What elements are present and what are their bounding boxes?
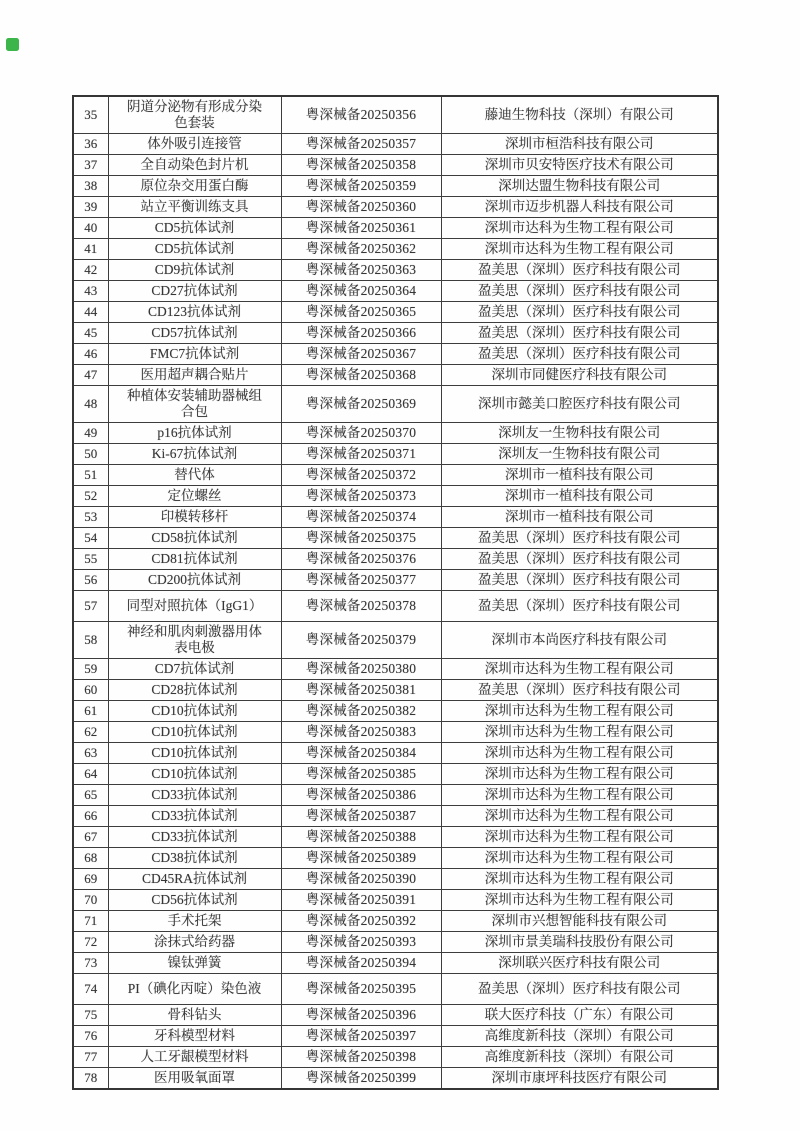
registration-number-cell: 粤深械备20250387 xyxy=(281,806,441,827)
table-row xyxy=(73,96,718,134)
device-name-cell: 牙科模型材料 xyxy=(108,1026,281,1047)
row-number-cell: 58 xyxy=(73,622,108,659)
table-row xyxy=(73,134,718,155)
company-name-cell: 盈美思（深圳）医疗科技有限公司 xyxy=(441,549,718,570)
company-name-cell: 深圳市达科为生物工程有限公司 xyxy=(441,848,718,869)
registration-number-cell: 粤深械备20250390 xyxy=(281,869,441,890)
row-number-cell: 44 xyxy=(73,302,108,323)
company-name-cell: 深圳友一生物科技有限公司 xyxy=(441,423,718,444)
registration-number-cell: 粤深械备20250374 xyxy=(281,507,441,528)
table-row xyxy=(73,743,718,764)
device-name-cell: 医用超声耦合贴片 xyxy=(108,365,281,386)
row-number-cell: 37 xyxy=(73,155,108,176)
row-number-cell: 69 xyxy=(73,869,108,890)
registration-number-cell: 粤深械备20250362 xyxy=(281,239,441,260)
device-name-cell: CD7抗体试剂 xyxy=(108,659,281,680)
device-name-cell: CD33抗体试剂 xyxy=(108,806,281,827)
device-name-cell: CD5抗体试剂 xyxy=(108,218,281,239)
device-name-cell: CD45RA抗体试剂 xyxy=(108,869,281,890)
registration-number-cell: 粤深械备20250399 xyxy=(281,1068,441,1090)
company-name-cell: 联大医疗科技（广东）有限公司 xyxy=(441,1005,718,1026)
company-name-cell: 盈美思（深圳）医疗科技有限公司 xyxy=(441,591,718,622)
registration-number-cell: 粤深械备20250385 xyxy=(281,764,441,785)
device-name-cell: CD33抗体试剂 xyxy=(108,785,281,806)
device-name-cell: 手术托架 xyxy=(108,911,281,932)
table-row xyxy=(73,848,718,869)
row-number-cell: 52 xyxy=(73,486,108,507)
company-name-cell: 高维度新科技（深圳）有限公司 xyxy=(441,1047,718,1068)
table-row xyxy=(73,155,718,176)
registration-number-cell: 粤深械备20250388 xyxy=(281,827,441,848)
row-number-cell: 67 xyxy=(73,827,108,848)
table-row xyxy=(73,1068,718,1090)
table-row xyxy=(73,1005,718,1026)
row-number-cell: 61 xyxy=(73,701,108,722)
device-name-cell: CD56抗体试剂 xyxy=(108,890,281,911)
row-number-cell: 38 xyxy=(73,176,108,197)
registration-number-cell: 粤深械备20250379 xyxy=(281,622,441,659)
device-name-cell: 同型对照抗体（IgG1） xyxy=(108,591,281,622)
table-body xyxy=(73,96,718,1089)
table-row xyxy=(73,260,718,281)
row-number-cell: 70 xyxy=(73,890,108,911)
device-name-cell: CD81抗体试剂 xyxy=(108,549,281,570)
table-row xyxy=(73,680,718,701)
registration-number-cell: 粤深械备20250386 xyxy=(281,785,441,806)
row-number-cell: 71 xyxy=(73,911,108,932)
table-row xyxy=(73,659,718,680)
table-row xyxy=(73,344,718,365)
row-number-cell: 43 xyxy=(73,281,108,302)
table-row xyxy=(73,507,718,528)
device-name-cell: 镍钛弹簧 xyxy=(108,953,281,974)
company-name-cell: 深圳市达科为生物工程有限公司 xyxy=(441,764,718,785)
company-name-cell: 深圳市达科为生物工程有限公司 xyxy=(441,827,718,848)
company-name-cell: 深圳市迈步机器人科技有限公司 xyxy=(441,197,718,218)
company-name-cell: 深圳市达科为生物工程有限公司 xyxy=(441,743,718,764)
device-name-cell: 医用吸氧面罩 xyxy=(108,1068,281,1090)
device-name-cell: CD58抗体试剂 xyxy=(108,528,281,549)
registration-number-cell: 粤深械备20250356 xyxy=(281,96,441,134)
device-name-cell: CD28抗体试剂 xyxy=(108,680,281,701)
row-number-cell: 45 xyxy=(73,323,108,344)
company-name-cell: 深圳市达科为生物工程有限公司 xyxy=(441,701,718,722)
device-name-cell: CD9抗体试剂 xyxy=(108,260,281,281)
registration-number-cell: 粤深械备20250370 xyxy=(281,423,441,444)
device-name-cell: CD123抗体试剂 xyxy=(108,302,281,323)
device-name-cell: 种植体安装辅助器械组合包 xyxy=(108,386,281,423)
table-row xyxy=(73,549,718,570)
device-name-cell: 涂抹式给药器 xyxy=(108,932,281,953)
table-row xyxy=(73,764,718,785)
registration-number-cell: 粤深械备20250363 xyxy=(281,260,441,281)
device-name-cell: 原位杂交用蛋白酶 xyxy=(108,176,281,197)
registration-number-cell: 粤深械备20250377 xyxy=(281,570,441,591)
company-name-cell: 盈美思（深圳）医疗科技有限公司 xyxy=(441,680,718,701)
device-name-cell: 阴道分泌物有形成分染色套装 xyxy=(108,96,281,134)
company-name-cell: 深圳市达科为生物工程有限公司 xyxy=(441,239,718,260)
row-number-cell: 74 xyxy=(73,974,108,1005)
registration-number-cell: 粤深械备20250391 xyxy=(281,890,441,911)
row-number-cell: 36 xyxy=(73,134,108,155)
company-name-cell: 盈美思（深圳）医疗科技有限公司 xyxy=(441,528,718,549)
registration-number-cell: 粤深械备20250395 xyxy=(281,974,441,1005)
row-number-cell: 66 xyxy=(73,806,108,827)
registration-number-cell: 粤深械备20250389 xyxy=(281,848,441,869)
registration-number-cell: 粤深械备20250371 xyxy=(281,444,441,465)
row-number-cell: 64 xyxy=(73,764,108,785)
table-row xyxy=(73,722,718,743)
company-name-cell: 藤迪生物科技（深圳）有限公司 xyxy=(441,96,718,134)
row-number-cell: 55 xyxy=(73,549,108,570)
company-name-cell: 高维度新科技（深圳）有限公司 xyxy=(441,1026,718,1047)
row-number-cell: 42 xyxy=(73,260,108,281)
row-number-cell: 73 xyxy=(73,953,108,974)
company-name-cell: 深圳市本尚医疗科技有限公司 xyxy=(441,622,718,659)
device-name-cell: 体外吸引连接管 xyxy=(108,134,281,155)
registration-number-cell: 粤深械备20250380 xyxy=(281,659,441,680)
device-name-cell: p16抗体试剂 xyxy=(108,423,281,444)
registration-number-cell: 粤深械备20250382 xyxy=(281,701,441,722)
table-row xyxy=(73,323,718,344)
registration-number-cell: 粤深械备20250384 xyxy=(281,743,441,764)
company-name-cell: 盈美思（深圳）医疗科技有限公司 xyxy=(441,323,718,344)
registration-number-cell: 粤深械备20250397 xyxy=(281,1026,441,1047)
company-name-cell: 深圳联兴医疗科技有限公司 xyxy=(441,953,718,974)
table-row xyxy=(73,785,718,806)
device-name-cell: CD200抗体试剂 xyxy=(108,570,281,591)
row-number-cell: 65 xyxy=(73,785,108,806)
table-row xyxy=(73,302,718,323)
row-number-cell: 77 xyxy=(73,1047,108,1068)
table-row xyxy=(73,176,718,197)
table-row xyxy=(73,218,718,239)
table-row xyxy=(73,806,718,827)
company-name-cell: 深圳市一植科技有限公司 xyxy=(441,507,718,528)
registration-number-cell: 粤深械备20250368 xyxy=(281,365,441,386)
company-name-cell: 深圳市达科为生物工程有限公司 xyxy=(441,869,718,890)
registration-number-cell: 粤深械备20250392 xyxy=(281,911,441,932)
company-name-cell: 深圳市贝安特医疗技术有限公司 xyxy=(441,155,718,176)
table-row xyxy=(73,932,718,953)
device-name-cell: CD10抗体试剂 xyxy=(108,701,281,722)
company-name-cell: 深圳市兴想智能科技有限公司 xyxy=(441,911,718,932)
row-number-cell: 41 xyxy=(73,239,108,260)
company-name-cell: 深圳市一植科技有限公司 xyxy=(441,465,718,486)
registration-number-cell: 粤深械备20250376 xyxy=(281,549,441,570)
company-name-cell: 深圳市达科为生物工程有限公司 xyxy=(441,806,718,827)
row-number-cell: 39 xyxy=(73,197,108,218)
row-number-cell: 75 xyxy=(73,1005,108,1026)
registration-number-cell: 粤深械备20250357 xyxy=(281,134,441,155)
row-number-cell: 68 xyxy=(73,848,108,869)
device-name-cell: CD33抗体试剂 xyxy=(108,827,281,848)
registration-number-cell: 粤深械备20250361 xyxy=(281,218,441,239)
table-row xyxy=(73,911,718,932)
registration-number-cell: 粤深械备20250360 xyxy=(281,197,441,218)
company-name-cell: 深圳友一生物科技有限公司 xyxy=(441,444,718,465)
device-name-cell: CD5抗体试剂 xyxy=(108,239,281,260)
registration-number-cell: 粤深械备20250394 xyxy=(281,953,441,974)
registration-number-cell: 粤深械备20250381 xyxy=(281,680,441,701)
device-name-cell: CD57抗体试剂 xyxy=(108,323,281,344)
company-name-cell: 深圳市同健医疗科技有限公司 xyxy=(441,365,718,386)
table-row xyxy=(73,701,718,722)
device-name-cell: CD38抗体试剂 xyxy=(108,848,281,869)
row-number-cell: 59 xyxy=(73,659,108,680)
table-row xyxy=(73,974,718,1005)
row-number-cell: 35 xyxy=(73,96,108,134)
row-number-cell: 46 xyxy=(73,344,108,365)
company-name-cell: 深圳市康坪科技医疗有限公司 xyxy=(441,1068,718,1090)
row-number-cell: 48 xyxy=(73,386,108,423)
row-number-cell: 40 xyxy=(73,218,108,239)
row-number-cell: 53 xyxy=(73,507,108,528)
row-number-cell: 51 xyxy=(73,465,108,486)
row-number-cell: 49 xyxy=(73,423,108,444)
device-name-cell: 神经和肌肉刺激器用体表电极 xyxy=(108,622,281,659)
device-name-cell: 人工牙龈模型材料 xyxy=(108,1047,281,1068)
company-name-cell: 深圳市达科为生物工程有限公司 xyxy=(441,722,718,743)
row-number-cell: 57 xyxy=(73,591,108,622)
registration-number-cell: 粤深械备20250367 xyxy=(281,344,441,365)
device-name-cell: PI（碘化丙啶）染色液 xyxy=(108,974,281,1005)
registration-number-cell: 粤深械备20250375 xyxy=(281,528,441,549)
table-row xyxy=(73,465,718,486)
row-number-cell: 62 xyxy=(73,722,108,743)
row-number-cell: 78 xyxy=(73,1068,108,1090)
company-name-cell: 深圳市达科为生物工程有限公司 xyxy=(441,785,718,806)
device-registration-table xyxy=(72,95,719,1090)
table-row xyxy=(73,528,718,549)
company-name-cell: 深圳市达科为生物工程有限公司 xyxy=(441,659,718,680)
row-number-cell: 54 xyxy=(73,528,108,549)
device-name-cell: 骨科钻头 xyxy=(108,1005,281,1026)
device-name-cell: CD10抗体试剂 xyxy=(108,722,281,743)
table-row xyxy=(73,423,718,444)
table-row xyxy=(73,890,718,911)
registration-number-cell: 粤深械备20250383 xyxy=(281,722,441,743)
company-name-cell: 盈美思（深圳）医疗科技有限公司 xyxy=(441,281,718,302)
company-name-cell: 深圳市达科为生物工程有限公司 xyxy=(441,218,718,239)
registration-number-cell: 粤深械备20250393 xyxy=(281,932,441,953)
company-name-cell: 深圳市懿美口腔医疗科技有限公司 xyxy=(441,386,718,423)
table-row xyxy=(73,239,718,260)
registration-number-cell: 粤深械备20250396 xyxy=(281,1005,441,1026)
table-row xyxy=(73,197,718,218)
company-name-cell: 深圳市一植科技有限公司 xyxy=(441,486,718,507)
row-number-cell: 47 xyxy=(73,365,108,386)
device-name-cell: 定位螺丝 xyxy=(108,486,281,507)
company-name-cell: 盈美思（深圳）医疗科技有限公司 xyxy=(441,974,718,1005)
registration-number-cell: 粤深械备20250359 xyxy=(281,176,441,197)
company-name-cell: 盈美思（深圳）医疗科技有限公司 xyxy=(441,344,718,365)
registration-number-cell: 粤深械备20250369 xyxy=(281,386,441,423)
company-name-cell: 深圳市桓浩科技有限公司 xyxy=(441,134,718,155)
green-marker-icon xyxy=(6,38,19,51)
row-number-cell: 63 xyxy=(73,743,108,764)
company-name-cell: 盈美思（深圳）医疗科技有限公司 xyxy=(441,260,718,281)
device-name-cell: Ki-67抗体试剂 xyxy=(108,444,281,465)
row-number-cell: 50 xyxy=(73,444,108,465)
device-name-cell: 印模转移杆 xyxy=(108,507,281,528)
table-row xyxy=(73,622,718,659)
device-name-cell: FMC7抗体试剂 xyxy=(108,344,281,365)
row-number-cell: 56 xyxy=(73,570,108,591)
company-name-cell: 深圳市达科为生物工程有限公司 xyxy=(441,890,718,911)
row-number-cell: 60 xyxy=(73,680,108,701)
company-name-cell: 盈美思（深圳）医疗科技有限公司 xyxy=(441,302,718,323)
table-row xyxy=(73,386,718,423)
registration-number-cell: 粤深械备20250378 xyxy=(281,591,441,622)
row-number-cell: 72 xyxy=(73,932,108,953)
registration-number-cell: 粤深械备20250373 xyxy=(281,486,441,507)
device-name-cell: 全自动染色封片机 xyxy=(108,155,281,176)
device-name-cell: CD27抗体试剂 xyxy=(108,281,281,302)
registration-number-cell: 粤深械备20250366 xyxy=(281,323,441,344)
table-row xyxy=(73,1047,718,1068)
table-row xyxy=(73,570,718,591)
device-name-cell: CD10抗体试剂 xyxy=(108,764,281,785)
table-row xyxy=(73,281,718,302)
registration-number-cell: 粤深械备20250364 xyxy=(281,281,441,302)
company-name-cell: 盈美思（深圳）医疗科技有限公司 xyxy=(441,570,718,591)
table-row xyxy=(73,591,718,622)
device-name-cell: 替代体 xyxy=(108,465,281,486)
row-number-cell: 76 xyxy=(73,1026,108,1047)
company-name-cell: 深圳达盟生物科技有限公司 xyxy=(441,176,718,197)
table-row xyxy=(73,1026,718,1047)
table-row xyxy=(73,827,718,848)
registration-number-cell: 粤深械备20250398 xyxy=(281,1047,441,1068)
registration-number-cell: 粤深械备20250358 xyxy=(281,155,441,176)
device-name-cell: CD10抗体试剂 xyxy=(108,743,281,764)
table-row xyxy=(73,869,718,890)
device-name-cell: 站立平衡训练支具 xyxy=(108,197,281,218)
table-row xyxy=(73,444,718,465)
registration-number-cell: 粤深械备20250365 xyxy=(281,302,441,323)
table-row xyxy=(73,486,718,507)
registration-number-cell: 粤深械备20250372 xyxy=(281,465,441,486)
company-name-cell: 深圳市景美瑞科技股份有限公司 xyxy=(441,932,718,953)
table-row xyxy=(73,953,718,974)
table-row xyxy=(73,365,718,386)
